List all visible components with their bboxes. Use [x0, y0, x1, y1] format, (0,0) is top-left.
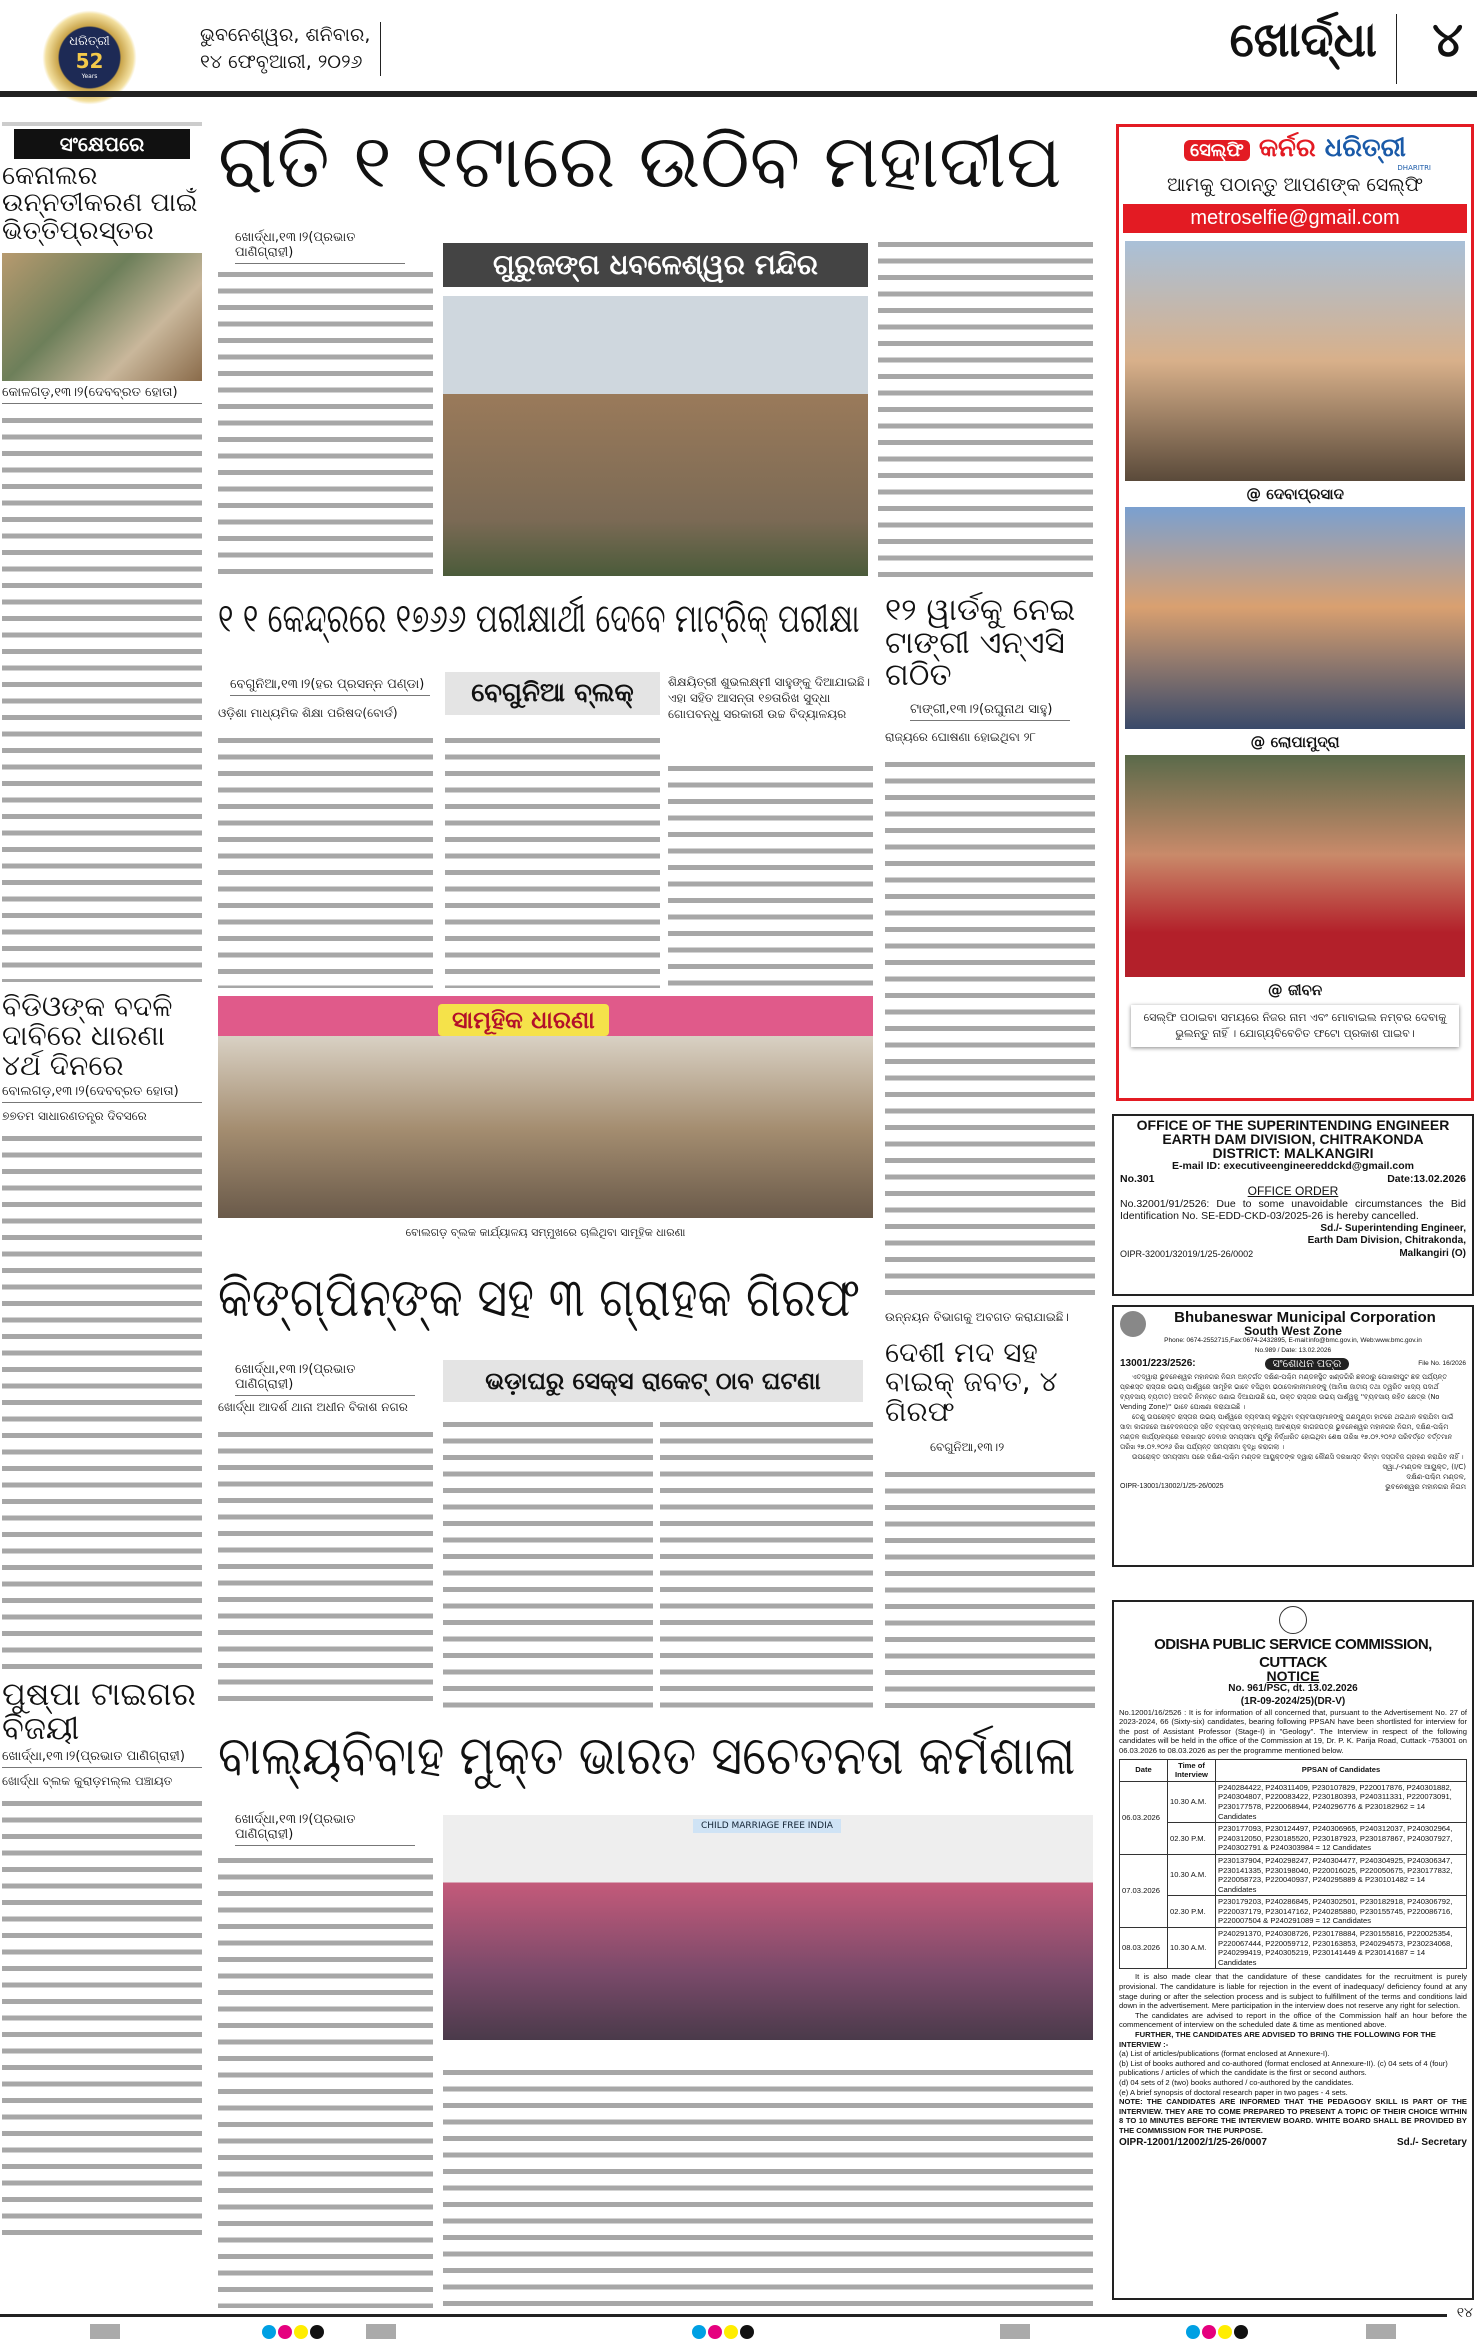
dateline: ବେଗୁନିଆ,୧୩।୨ — [930, 1440, 1005, 1454]
office-order-ad: OFFICE OF THE SUPERINTENDING ENGINEER EARTH DAM DIVISION, CHITRAKONDA DISTRICT: MALKANGIRI E-mail ID: executiveengineereddckd@gmail.com No.301 Date:13.02.2026 OFFICE ORDER No.32001/91/2526: Due to some unavoidable circumstances the Bid Identification No. SE-EDD-CKD-03/2025-26 is hereby cancelled. Sd./- Superintending Engineer, Earth Dam Division, Chitrakonda, OIPR-32001/32019/1/25-26/0002 Malkangiri (O) — [1112, 1114, 1474, 1296]
opsc-notice-ad: ODISHA PUBLIC SERVICE COMMISSION, CUTTACK NOTICE No. 961/PSC, dt. 13.02.2026 (1R-09-2024/25)(DR-V) No.12001/16/2526 : It is for information of all concerned that, pursuant to the Advertisement No. 27 of 2023-2024, 66 (Sixty-six) candidates, bearing following PPSAN have been shortlisted for interview for the post of Assistant Professor (Stage-I) in "Geology". The Interview in respect of the following candidates will be held in the office of the Commission at 19, Dr. P. K. Parija Road, Cuttack -753001 on 06.03.2026 to 08.03.2026 as per the programme mentioned below. Date Time of Interview PPSAN of Candidates 06.03.2026 10.30 A.M. P240284422, P240311409, P230107829, P220017876, P240301882, P240304807, P220083422, P230180393, P240311331, P220073091, P230177578, P220068944, P240296776 & P230182962 = 14 Candidates 02.30 P.M. P230177093, P230124497, P240306965, P240312037, P240302964, P240312050, P230185520, P230187923, P230187867, P240307927, P240302791 & P240303984 = 12 Candidates 07.03.2026 10.30 A.M. P230137904, P240298247, P240304477, P240304925, P240306347, P230141335, P230198040, P220016025, P220050675, P230177832, P220058723, P220040937, P240295889 & P230101482 = 14 Candidates 02.30 P.M. P230179203, P240286845, P240302501, P230182918, P240306792, P220037179, P230147162, P240285880, P230155745, P220086716, P220007504 & P240291089 = 12 Candidates 08.03.2026 10.30 A.M. P240291370, P240308726, P230178884, P230155816, P220025354, P220067444, P220059712, P230163853, P240294573, P230234068, P240299419, P240305219, P230141449 & P230141687 = 14 Candidates It is also made clear that the candidature of these candidates for the recruitment is purely provisional. The candidature is liable for rejection in the event of inadequacy/ deficiency found at any stage during or after the selection process and is subject to fulfillment of the terms and conditions laid down in the advertisement. Mere participation in the interview does not reserve any right for selection. The candidates are advised to report in the office of the Commission half an hour before the commencement of interview on the scheduled date & time as mentioned above. FURTHER, THE CANDIDATES ARE ADVISED TO BRING THE FOLLOWING FOR THE INTERVIEW :- (a) List of articles/publications (format enclosed at Annexure-I). (b) List of books authored and co-authored (format enclosed at Annexure-II). (c) 04 sets of 4 (four) publications / articles of which the candidate is the first or second authors. (d) 04 sets of 2 (two) books authored / co-authored by the candidates. (e) A brief synopsis of doctoral research paper in two pages - 4 sets. NOTE: THE CANDIDATES ARE INFORMED THAT THE PEDAGOGY SKILL IS PART OF THE INTERVIEW. THEY ARE TO COME PREPARED TO PRESENT A TOPIC OF THEIR CHOICE WITHIN 8 TO 10 MINUTES BEFORE THE INTERVIEW BOARD. WHITE BOARD SHALL BE PROVIDED BY THE COMMISSION FOR THE PURPOSE. OIPR-12001/12002/1/25-26/0007 Sd./- Secretary — [1112, 1600, 1474, 2300]
selfie-email[interactable]: metroselfie@gmail.com — [1123, 204, 1467, 233]
registration-marks — [0, 2324, 1477, 2339]
headline: କିଙ୍ଗ୍‌ପିନ୍‌ଙ୍କ ସହ ୩ ଗ୍ରାହକ ଗିରଫ — [218, 1266, 861, 1329]
selfie-caption: @ ଜୀବନ — [1267, 981, 1323, 999]
registration-dot — [278, 2325, 292, 2339]
registration-dot — [724, 2325, 738, 2339]
photo-banner: CHILD MARRIAGE FREE INDIA — [693, 1819, 841, 1833]
selfie-photo — [1125, 507, 1465, 729]
selfie-photo — [1125, 241, 1465, 481]
section-divider — [1396, 14, 1397, 84]
registration-dot — [708, 2325, 722, 2339]
dharna-photo — [218, 996, 873, 1218]
headline: ବାଲ୍ୟବିବାହ ମୁକ୍ତ ଭାରତ ସଚେତନତା କର୍ମଶାଳା — [218, 1724, 1076, 1787]
bmc-notice-ad: Bhubaneswar Municipal Corporation South West Zone Phone: 0674-2552715,Fax:0674-2432895, E-mail:info@bmc.gov.in, Web:www.bmc.gov.in No.989 / Date: 13.02.2026 13001/223/2526: ସଂଶୋଧନ ପତ୍ର File No. 16/2026 ଏତଦ୍ୱାରା ଭୁବନେଶ୍ୱର ମହାନଗର ନିଗମ ଅନ୍ତର୍ଗତ ଦକ୍ଷିଣ-ପଶ୍ଚିମ ମଣ୍ଡଳସ୍ଥିତ ଖଣ୍ଡଗିରି ଛକଠାରୁ ପୋଖରୀପୁଟ ଛକ ପର୍ଯ୍ୟନ୍ତ ପ୍ରଶସ୍ତ ରାସ୍ତାର ଉଭୟ ପାର୍ଶ୍ୱରେ ସାମୂହିକ ଭାବେ ବସିଥିବା ଭଠାଦୋକାନୀମାନଙ୍କୁ (ଆମିଷ ଜାତୀୟ ତଥା ତ୍ୱରିତ ଖାଦ୍ୟ ପଦାର୍ଥ ବ୍ୟବସାୟ ବ୍ୟତୀତ) ଅବଗତି ନିମନ୍ତେ ଜଣାଇ ଦିଆଯାଉଛି ଯେ, ଉକ୍ତ ରାସ୍ତାର ଉଭୟ ପାର୍ଶ୍ୱକୁ ''ବ୍ୟବସାୟ ରହିତ କ୍ଷେତ୍ର (No Vending Zone)'' ଭାବେ ଘୋଷଣା କରାଯାଇଛି । ତେଣୁ ଉପରୋକ୍ତ ରାସ୍ତାର ଉଭୟ ପାର୍ଶ୍ୱରେ ବ୍ୟବସାୟ କରୁଥିବା ବ୍ୟବସାୟୀମାନଙ୍କୁ ଗଣମୁଣ୍ଡା ହାଟରେ ଥଇଥାନ କରାଯିବା ପାଇଁ ସାଦା କାଗଜରେ ଆବେଦନପତ୍ର ସହିତ ବ୍ୟବସାୟ ସମ୍ବନ୍ଧୀୟ ଆବଶ୍ୟକ କାଗଜପତ୍ର ଭୁବନେଶ୍ୱର ମହାନଗର ନିଗମ, ଦକ୍ଷିଣ-ପଶ୍ଚିମ ମଣ୍ଡଳ କାର୍ଯ୍ୟାଳୟରେ ଦରଖାସ୍ତ ଦେବାର ସମୟସୀମା ପୂର୍ବରୁ ନିର୍ଦ୍ଧାରିତ ହୋଇଥିବା ଶେଷ ତାରିଖ ୧୭.୦୨.୨୦୨୬ ପରିବର୍ତ୍ତେ ବର୍ତ୍ତମାନ ତାରିଖ ୨୭.୦୨.୨୦୨୬ ରିଖ ପର୍ଯ୍ୟନ୍ତ ସମୟସୀମା ବୃଦ୍ଧି କରାଗଲା । ଉପରୋକ୍ତ ସମୟସୀମା ପରେ ଦକ୍ଷିଣ-ପଶ୍ଚିମ ମଣ୍ଡଳ ଆୟୁକ୍ତଙ୍କ ଦ୍ୱାରା କୌଣସି ଦରଖାସ୍ତ କିମ୍ବା ଦସ୍ତାବିଜ ଗ୍ରହଣ କରାଯିବ ନାହିଁ । ସ୍ୱା./-ମଣ୍ଡଳ ଆୟୁକ୍ତ, (I/C) ଦକ୍ଷିଣ-ପଶ୍ଚିମ ମଣ୍ଡଳ, OIPR-13001/13002/1/25-26/0025 ଭୁବନେଶ୍ୱର ମହାନଗର ନିଗମ — [1112, 1305, 1474, 1567]
selfie-photo — [1125, 755, 1465, 977]
lead-headline: ରାତି ୧ ୧ଟାରେ ଉଠିବ ମହାଦୀପ — [218, 119, 1062, 205]
dateline-header: ଭୁବନେଶ୍ୱର, ଶନିବାର, ୧୪ ଫେବୃଆରୀ, ୨୦୨୬ — [200, 22, 381, 76]
registration-dot — [740, 2325, 754, 2339]
selfie-note: ସେଲ୍ଫି ପଠାଇବା ସମୟରେ ନିଜର ନାମ ଏବଂ ମୋବାଇଲ ନମ୍ବର ଦେବାକୁ ଭୁଲନ୍ତୁ ନାହିଁ । ଯୋଗ୍ୟବିବେଚିତ ଫଟୋ ପ୍ରକାଶ ପାଇବ। — [1131, 1005, 1459, 1047]
gray-swatch — [366, 2324, 396, 2339]
article-body — [2, 1795, 202, 2235]
table-row: 07.03.2026 10.30 A.M. P230137904, P240298247, P240304477, P240304925, P240306347, P230141335, P230198040, P220016025, P220050675, P230177832, P220058723, P220040937, P240295889 & P230101482 = 14 Candidates — [1120, 1854, 1467, 1895]
cmyk-dots — [692, 2324, 756, 2343]
article-lead: ରାଜ୍ୟରେ ଘୋଷଣା ହୋଇଥିବା ୨୮ — [885, 730, 1036, 744]
masthead-rule — [0, 91, 1477, 97]
photo-banner: ସାମୂହିକ ଧାରଣା — [438, 1004, 609, 1036]
dateline: ଖୋର୍ଦ୍ଧା,୧୩।୨(ପ୍ରଭାତ ପାଣିଗ୍ରାହୀ) — [235, 1362, 415, 1396]
bmc-emblem-icon — [1120, 1311, 1146, 1337]
article-body — [218, 732, 433, 988]
article-lead: ୭୭ତମ ସାଧାରଣତନ୍ତ୍ର ଦିବସରେ — [2, 1109, 147, 1124]
selfie-corner-ad: ସେଲ୍ଫି କର୍ନର ଧରିତ୍ରୀ DHARITRI ଆମକୁ ପଠାନ୍ତୁ ଆପଣଙ୍କ ସେଲ୍ଫି metroselfie@gmail.com @ ଦେବାପ୍ରସାଦ @ ଲୋପାମୁଦ୍ରା @ ଜୀବନ ସେଲ୍ଫି ପଠାଇବା ସମୟରେ ନିଜର ନାମ ଏବଂ ମୋବାଇଲ ନମ୍ବର ଦେବାକୁ ଭୁଲନ୍ତୁ ନାହିଁ । ଯୋଗ୍ୟବିବେଚିତ ଫଟୋ ପ୍ରକାଶ ପାଇବ। — [1116, 124, 1474, 1101]
section-title: ଖୋର୍ଦ୍ଧା — [1229, 12, 1377, 68]
section-label: ସଂକ୍ଷେପରେ — [14, 129, 190, 159]
article-body — [660, 1416, 873, 1710]
dateline: ଖୋର୍ଦ୍ଧା,୧୩।୨(ପ୍ରଭାତ ପାଣିଗ୍ରାହୀ) — [235, 1812, 415, 1846]
opsc-emblem-icon — [1279, 1606, 1307, 1634]
article-body — [2, 1130, 202, 1670]
selfie-badge: ସେଲ୍ଫି — [1184, 140, 1250, 161]
article-body — [218, 1852, 433, 2308]
registration-dot — [1234, 2325, 1248, 2339]
dateline: ଖୋର୍ଦ୍ଧା,୧୩।୨(ପ୍ରଭାତ ପାଣିଗ୍ରାହୀ) — [235, 230, 405, 264]
brief-headline: ବିଡିଓଙ୍କ ବଦଳି ଦାବିରେ ଧାରଣା ୪ର୍ଥ ଦିନରେ — [2, 989, 173, 1082]
selfie-caption: @ ଲୋପାମୁଦ୍ରା — [1250, 733, 1340, 751]
dateline: କୋଳଗଡ଼,୧୩।୨(ଦେବବ୍ରତ ହୋତା) — [2, 385, 202, 404]
article-body — [218, 266, 433, 585]
article-lead: ଖୋର୍ଦ୍ଧା ଆଦର୍ଶ ଥାନା ଅଧୀନ ବିକାଶ ନଗର — [218, 1400, 408, 1414]
article-body — [218, 1426, 433, 1710]
article-lead: ଓଡ଼ିଶା ମାଧ୍ୟମିକ ଶିକ୍ଷା ପରିଷଦ(ବୋର୍ଡ) — [218, 706, 398, 720]
footer-rule — [0, 2314, 1447, 2317]
article-body — [445, 732, 660, 988]
registration-dot — [1202, 2325, 1216, 2339]
registration-dot — [692, 2325, 706, 2339]
brief-headline: ପୁଷ୍ପା ଟାଇଗର ବିଜୟୀ — [2, 1675, 196, 1747]
subhead-banner: ଗୁରୁଜଙ୍ଗ ଧବଳେଶ୍ୱର ମନ୍ଦିର — [443, 243, 868, 287]
headline: ଦେଶୀ ମଦ ସହ ବାଇକ୍ ଜବତ, ୪ ଗିରଫ — [885, 1336, 1058, 1428]
table-row: 02.30 P.M. P230179203, P240286845, P240302501, P230182918, P240306792, P220037179, P230147162, P240285880, P230155745, P220086716, P220007504 & P240291089 = 12 Candidates — [1120, 1896, 1467, 1928]
article-body — [668, 760, 873, 988]
dateline: ବେଗୁନିଆ,୧୩।୨(ହର ପ୍ରସନ୍ନ ପଣ୍ଡା) — [230, 677, 430, 696]
article-lead: ଖୋର୍ଦ୍ଧା ବ୍ଲକ କୁରାଡ଼ମଲ୍ଲ ପଞ୍ଚାୟତ — [2, 1774, 173, 1789]
gray-swatch — [1000, 2324, 1030, 2339]
table-row: 06.03.2026 10.30 A.M. P240284422, P240311409, P230107829, P220017876, P240301882, P240304807, P220083422, P230180393, P240311331, P220073091, P230177578, P220068944, P240296776 & P230182962 = 14 Candidates — [1120, 1781, 1467, 1822]
cmyk-dots — [262, 2324, 326, 2343]
registration-dot — [1186, 2325, 1200, 2339]
article-body — [885, 756, 1095, 1306]
footer-page-number: ୧୪ — [1456, 2305, 1473, 2321]
brief-headline: କେନାଲର ଉନ୍ନତୀକରଣ ପାଇଁ ଭିତ୍ତିପ୍ରସ୍ତର — [2, 161, 198, 246]
article-body — [443, 1416, 653, 1710]
selfie-caption: @ ଦେବାପ୍ରସାଦ — [1246, 485, 1344, 503]
article-lead: ଶିକ୍ଷୟିତ୍ରୀ ଶୁଭଲକ୍ଷ୍ମୀ ସାହୁଙ୍କୁ ଦିଆଯାଇଛି। ଏହା ସହିତ ଆସନ୍ତା ୧୭ତାରିଖ ସୁଦ୍ଧା ଗୋପବନ୍ଧୁ ସରକାରୀ ଉଚ୍ଚ ବିଦ୍ୟାଳୟର — [668, 675, 870, 721]
article-tail: ଉନ୍ନୟନ ବିଭାଗକୁ ଅବଗତ କରାଯାଇଛି। — [885, 1310, 1069, 1324]
article-body — [885, 1466, 1095, 1710]
masthead-logo: ଧରିତ୍ରୀ 52 Years — [42, 10, 137, 105]
workshop-photo — [443, 1815, 1093, 2040]
gray-swatch — [1366, 2324, 1396, 2339]
registration-dot — [294, 2325, 308, 2339]
temple-photo — [443, 296, 868, 576]
subhead-box: ଭଡ଼ାଘରୁ ସେକ୍ସ ରାକେଟ୍ ଠାବ ଘଟଣା — [443, 1360, 863, 1402]
headline: ୧ ୧ କେନ୍ଦ୍ରରେ ୧୭୬୬ ପରୀକ୍ଷାର୍ଥୀ ଦେବେ ମାଟ୍ରିକ୍ ପରୀକ୍ଷା — [218, 596, 860, 642]
article-body — [2, 412, 202, 982]
left-column — [2, 122, 202, 2235]
article-body — [443, 2064, 1093, 2308]
registration-dot — [310, 2325, 324, 2339]
photo-caption: ବୋଲଗଡ଼ ବ୍ଲକ କାର୍ଯ୍ୟାଳୟ ସମ୍ମୁଖରେ ଚାଲିଥିବା ସାମୂହିକ ଧାରଣା — [405, 1226, 686, 1239]
selfie-tagline: ଆମକୁ ପଠାନ୍ତୁ ଆପଣଙ୍କ ସେଲ୍ଫି — [1166, 174, 1424, 196]
gray-swatch — [90, 2324, 120, 2339]
dateline: ଟାଙ୍ଗୀ,୧୩।୨(ରଘୁନାଥ ସାହୁ) — [910, 702, 1070, 721]
dateline: ଖୋର୍ଦ୍ଧା,୧୩।୨(ପ୍ରଭାତ ପାଣିଗ୍ରାହୀ) — [2, 1749, 202, 1768]
headline: ୧୨ ୱାର୍ଡକୁ ନେଇ ଟାଙ୍ଗୀ ଏନ୍ଏସି ଗଠିତ — [885, 592, 1076, 694]
registration-dot — [1218, 2325, 1232, 2339]
dateline: ବୋଲଗଡ଼,୧୩।୨(ଦେବବ୍ରତ ହୋତା) — [2, 1084, 202, 1103]
cmyk-dots — [1186, 2324, 1250, 2343]
table-row: 02.30 P.M. P230177093, P230124497, P240306965, P240312037, P240302964, P240312050, P230185520, P230187923, P230187867, P240307927, P240302791 & P240303984 = 12 Candidates — [1120, 1823, 1467, 1855]
table-row: 08.03.2026 10.30 A.M. P240291370, P240308726, P230178884, P230155816, P220025354, P220067444, P220059712, P230163853, P240294573, P230234068, P240299419, P240305219, P230141449 & P230141687 = 14 Candidates — [1120, 1928, 1467, 1969]
registration-dot — [262, 2325, 276, 2339]
news-photo — [2, 253, 202, 381]
interview-schedule-table: Date Time of Interview PPSAN of Candidates 06.03.2026 10.30 A.M. P240284422, P240311409, P230107829, P220017876, P240301882, P240304807, P220083422, P230180393, P240311331, P220073091, P230177578, P220068944, P240296776 & P230182962 = 14 Candidates 02.30 P.M. P230177093, P230124497, P240306965, P240312037, P240302964, P240312050, P230185520, P230187923, P230187867, P240307927, P240302791 & P240303984 = 12 Candidates 07.03.2026 10.30 A.M. P230137904, P240298247, P240304477, P240304925, P240306347, P230141335, P230198040, P220016025, P220050675, P230177832, P220058723, P220040937, P240295889 & P230101482 = 14 Candidates 02.30 P.M. P230179203, P240286845, P240302501, P230182918, P240306792, P220037179, P230147162, P240285880, P230155745, P220086716, P220007504 & P240291089 = 12 Candidates 08.03.2026 10.30 A.M. P240291370, P240308726, P230178884, P230155816, P220025354, P220067444, P220059712, P230163853, P240294573, P230234068, P240299419, P240305219, P230141449 & P230141687 = 14 Candidates — [1119, 1759, 1467, 1970]
subhead-box: ବେଗୁନିଆ ବ୍ଲକ୍ — [445, 672, 660, 715]
article-body — [878, 236, 1093, 584]
page-number-header: ୪ — [1432, 12, 1463, 68]
